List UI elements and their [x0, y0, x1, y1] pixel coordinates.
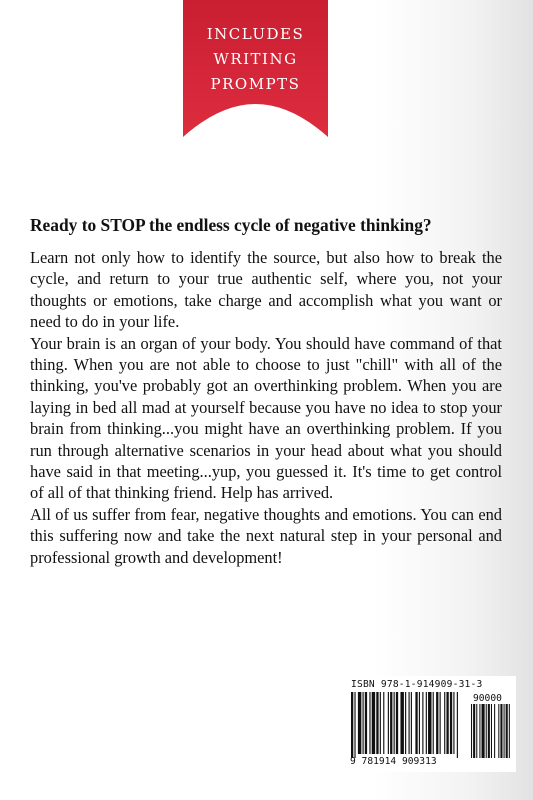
barcode-bar [388, 692, 389, 754]
barcode-bar [419, 692, 420, 754]
barcode-bar [383, 692, 384, 754]
barcode-bar [358, 692, 361, 754]
barcode-bar [426, 692, 427, 754]
paragraph-2: Your brain is an organ of your body. You should have command of that thing. When you are not able to choose to just "chill" with all of the thinking, you've probably got an overthinking problem. When you are laying in bed all mad at yourself because you have no idea to stop your brain from thinking...you might have an overthinking problem. If you run through alternative scenarios in your head about what you should have said in that meeting...yup, you guessed it. It's time to get control of all of that thinking friend. Help has arrived. [30, 333, 502, 503]
addon-bar [486, 704, 487, 758]
addon-bar [488, 704, 490, 758]
barcode-bar [457, 692, 458, 758]
barcode-bar [354, 692, 355, 758]
paragraph-1: Learn not only how to identify the source, but also how to break the cycle, and return to your true authentic self, where you, not your thoughts or emotions, take charge and accomplish what you want or need to do in your life. [30, 248, 502, 332]
barcode-bar [372, 692, 375, 754]
barcode-bar [351, 692, 353, 758]
ribbon-text [183, 22, 328, 97]
headline: Ready to STOP the endless cycle of negative thinking? [30, 215, 432, 235]
barcode-bar [436, 692, 438, 754]
addon-bar [504, 704, 505, 758]
barcode-bar [396, 692, 398, 754]
barcode-bar [415, 692, 417, 754]
barcode-bar [411, 692, 412, 754]
addon-bar [498, 704, 499, 758]
barcode-bar [422, 692, 423, 754]
addon-bar [482, 704, 485, 758]
barcode-bar [409, 692, 410, 754]
addon-bar [476, 704, 477, 758]
barcode-bar [444, 692, 445, 754]
addon-bar [479, 704, 480, 758]
ribbon-banner [183, 0, 328, 140]
barcode-bar [405, 692, 406, 754]
barcode-bar [369, 692, 370, 754]
barcode-bar [428, 692, 431, 754]
addon-bar [506, 704, 508, 758]
ribbon-line-1: INCLUDES [206, 25, 305, 43]
addon-bar [500, 704, 502, 758]
barcode-bar [376, 692, 378, 754]
barcode-bar [440, 692, 441, 754]
ribbon-line-2: WRITING [213, 50, 298, 68]
price-code: 90000 [473, 693, 502, 704]
isbn-label [351, 679, 482, 690]
barcode-bar [363, 692, 364, 754]
barcode-bars [349, 692, 513, 758]
barcode-bar [400, 692, 403, 754]
barcode-box [346, 676, 516, 772]
addon-bar [471, 704, 472, 758]
barcode-bar [433, 692, 434, 754]
body-text [30, 247, 502, 568]
barcode-bar [390, 692, 392, 754]
addon-bar [494, 704, 495, 758]
barcode-bar [365, 692, 367, 754]
barcode-bar [450, 692, 452, 754]
barcode-bar [394, 692, 395, 754]
addon-bar [491, 704, 492, 758]
ribbon-line-3: PROMPTS [210, 75, 301, 93]
addon-bar [509, 704, 510, 758]
barcode-bar [380, 692, 381, 754]
isbn-text: ISBN 978-1-914909-31-3 [351, 679, 483, 690]
barcode-bar [453, 692, 454, 754]
barcode-digits: 9 781914 909313 [350, 756, 437, 767]
paragraph-3: All of us suffer from fear, negative thoughts and emotions. You can end this suffering now and take the next natural step in your personal and professional growth and development! [30, 504, 502, 567]
addon-bar [473, 704, 475, 758]
barcode-bar [446, 692, 448, 754]
